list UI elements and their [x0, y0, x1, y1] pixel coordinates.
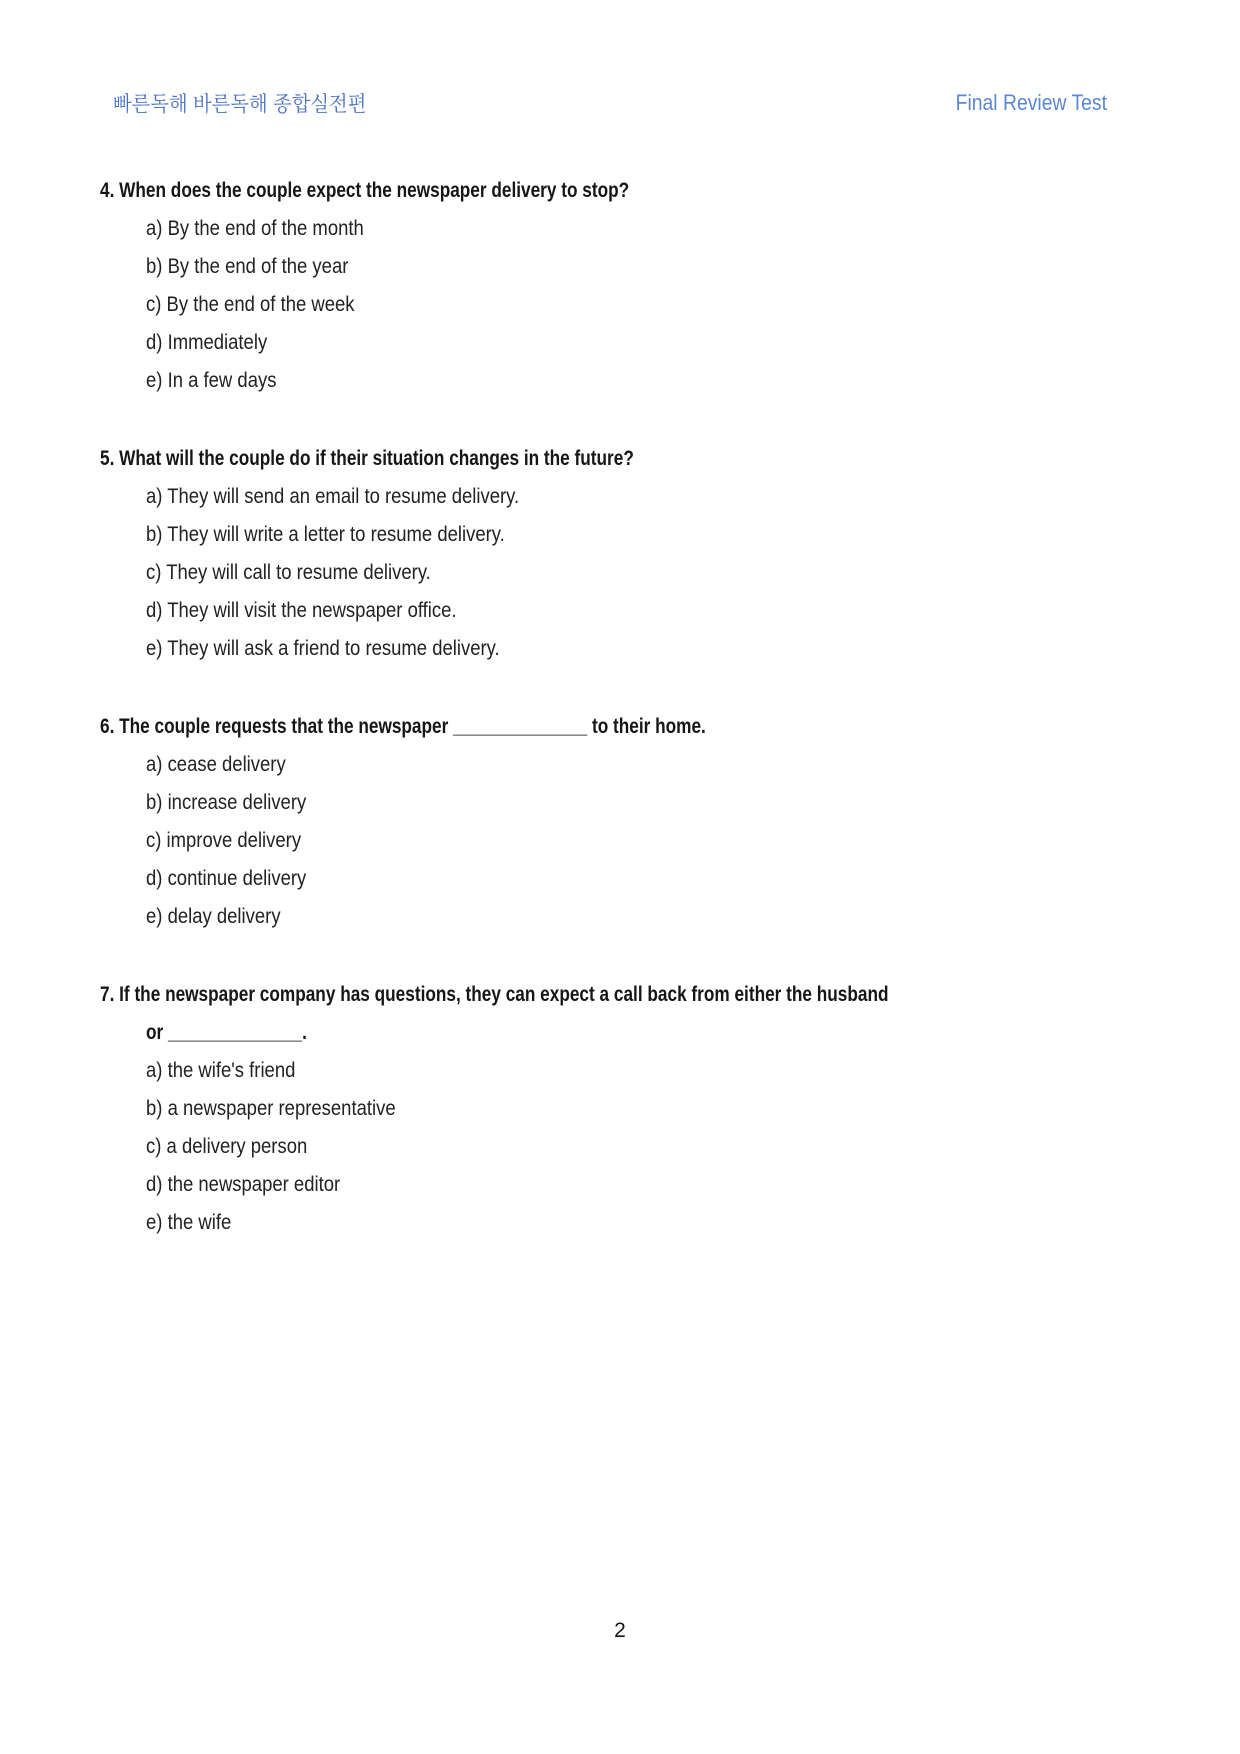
- question-5-option-a: a) They will send an email to resume delivery.: [146, 485, 520, 508]
- question-4-option-c: c) By the end of the week: [146, 293, 355, 316]
- question-7-option-b: b) a newspaper representative: [146, 1097, 396, 1120]
- question-5: [0, 440, 1240, 668]
- question-4-title: 4. When does the couple expect the newspaper delivery to stop?: [100, 179, 630, 202]
- question-4-option-a: a) By the end of the month: [146, 217, 364, 240]
- page-footer: [0, 1612, 1240, 1650]
- question-7-option-c: c) a delivery person: [146, 1135, 308, 1158]
- question-5-option-d: d) They will visit the newspaper office.: [146, 599, 457, 622]
- question-5-option-e: e) They will ask a friend to resume delivery.: [146, 637, 500, 660]
- question-5-option-b: b) They will write a letter to resume delivery.: [146, 523, 505, 546]
- question-6-option-d: d) continue delivery: [146, 867, 307, 890]
- book-title: 빠른독해 바른독해 종합실전편: [113, 93, 367, 116]
- question-7-title: 7. If the newspaper company has questions, they can expect a call back from either the husband: [100, 983, 889, 1006]
- question-7-title-line2: or ______________.: [146, 1021, 307, 1044]
- question-6-option-b: b) increase delivery: [146, 791, 307, 814]
- question-5-title: 5. What will the couple do if their situation changes in the future?: [100, 447, 634, 470]
- question-6-option-a: a) cease delivery: [146, 753, 286, 776]
- question-7-option-a: a) the wife's friend: [146, 1059, 296, 1082]
- question-6: [0, 708, 1240, 936]
- question-7-option-d: d) the newspaper editor: [146, 1173, 341, 1196]
- question-4: [0, 172, 1240, 400]
- page-number: 2: [614, 1619, 626, 1642]
- question-7: [0, 976, 1240, 1242]
- question-6-option-e: e) delay delivery: [146, 905, 281, 928]
- questions-section: [0, 172, 1240, 1282]
- question-5-option-c: c) They will call to resume delivery.: [146, 561, 431, 584]
- test-title: Final Review Test: [955, 90, 1107, 115]
- question-4-option-b: b) By the end of the year: [146, 255, 349, 278]
- question-4-option-e: e) In a few days: [146, 369, 277, 392]
- question-6-option-c: c) improve delivery: [146, 829, 302, 852]
- question-7-option-e: e) the wife: [146, 1211, 232, 1234]
- page-header: [0, 84, 1240, 122]
- question-4-option-d: d) Immediately: [146, 331, 268, 354]
- question-6-title: 6. The couple requests that the newspaper ______________ to their home.: [100, 715, 706, 738]
